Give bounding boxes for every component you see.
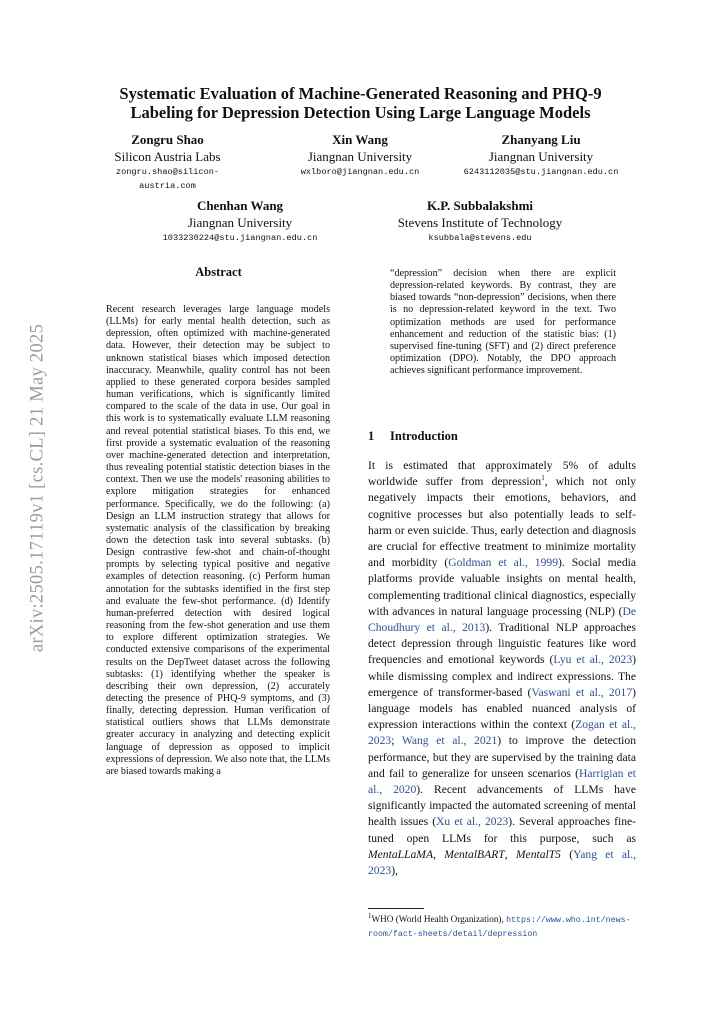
model-name: MentalBART [444, 847, 505, 861]
citation-link[interactable]: Wang et al., 2021 [401, 734, 498, 748]
author-affiliation: Jiangnan University [187, 215, 293, 230]
citation-link[interactable]: Zogan et al., 2023 [368, 718, 636, 748]
abstract-heading: Abstract [195, 265, 242, 279]
footnote-url[interactable]: https://www.who.int/news-room/fact-sheets/detail/depression [368, 916, 631, 939]
intro-text: ). Traditional NLP approaches detect depression through linguistic features like word frequencies and emotional keywords ( [368, 621, 636, 667]
section-heading [368, 429, 458, 444]
footnote-text: WHO (World Health Organization), [371, 914, 507, 924]
intro-text: ( [560, 847, 574, 861]
author-block [95, 131, 240, 193]
author-block [370, 197, 590, 245]
arxiv-id: arXiv:2505.17119v1 [cs.CL] 21 May 2025 [27, 323, 48, 653]
arxiv-watermark [18, 298, 58, 678]
author-name: Chenhan Wang [196, 198, 284, 213]
author-block [290, 131, 430, 179]
author-email[interactable]: ksubbala@stevens.edu [428, 233, 532, 243]
citation-link[interactable]: Goldman et al., 1999 [448, 556, 558, 570]
author-email[interactable]: 1033230224@stu.jiangnan.edu.cn [162, 233, 318, 243]
citation-link[interactable]: Lyu et al., 2023 [553, 653, 633, 667]
intro-text: It is estimated that approximately 5% of adults worldwide suffer from depression [368, 459, 636, 489]
footnote-divider [368, 908, 424, 909]
footnote-ref[interactable]: 1 [541, 474, 545, 483]
author-email[interactable]: wxlboro@jiangnan.edu.cn [300, 167, 420, 177]
author-block [456, 131, 626, 179]
author-email[interactable]: zongru.shao@silicon-austria.com [115, 167, 220, 191]
author-block [150, 197, 330, 245]
intro-text: ). Recent advancements of LLMs have significantly impacted the automated screening of mental health issues ( [368, 783, 637, 829]
intro-text: ) while dismissing complex and indirect expressions. The emergence of transformer-based ( [368, 653, 636, 699]
abstract-text-continued: “depression” decision when there are explicit depression-related keywords. By contrast, they are biased towards “non-depression” decisions, when there is no depression-related keyword in the text. Two optimization methods are used for performance enhancement and reduction of the statistic bias: (1) supervised fine-tuning (SFT) and (2) direct preference optimization (DPO). Notably, the DPO approach achieves significant performance improvement. [390, 268, 616, 377]
citation-link[interactable]: Vaswani et al., 2017 [531, 685, 633, 699]
citation-link[interactable]: Harrigian et al., 2020 [368, 766, 636, 797]
intro-text: , [433, 847, 445, 861]
intro-text: ) language models has enabled nuanced analysis of expression interactions within the context ( [368, 685, 636, 732]
author-affiliation: Jiangnan University [307, 149, 413, 164]
intro-text: , which not only negatively impacts their emotions, behaviors, and cognitive processes but also potentially leads to self-harm or even suicide. Thus, early detection and diagnosis are crucial for effective treatment to minimize mortality and morbidity ( [368, 475, 636, 570]
citation-link[interactable]: Yang et al., 2023 [368, 847, 637, 878]
intro-text: , [504, 847, 516, 861]
section-number: 1 [368, 429, 375, 443]
author-affiliation: Stevens Institute of Technology [397, 215, 563, 230]
model-name: MentalT5 [515, 847, 561, 861]
paper-title: Systematic Evaluation of Machine-Generated Reasoning and PHQ-9 Labeling for Depression Detection Using Large Language Models [119, 84, 602, 122]
model-name: MentaLLaMA [368, 847, 434, 861]
footnote [368, 913, 638, 941]
footnote-mark: 1 [368, 911, 372, 920]
citation-link[interactable]: De Choudhury et al., 2013 [368, 604, 636, 635]
author-affiliation: Jiangnan University [488, 149, 594, 164]
introduction-paragraph [368, 458, 636, 879]
author-email[interactable]: 6243112035@stu.jiangnan.edu.cn [463, 167, 619, 177]
author-name: Zhanyang Liu [501, 132, 581, 147]
author-name: Zongru Shao [131, 132, 204, 147]
author-affiliation: Silicon Austria Labs [114, 149, 221, 164]
citation-link[interactable]: Xu et al., 2023 [436, 815, 509, 829]
abstract-text: Recent research leverages large language models (LLMs) for early mental health detection, such as depression, often optimized with machine-generated data. However, their detection may be subject to unknown statistical biases which imposed detection inaccuracy. Meanwhile, quality control has not been applied to these generated corpora besides sampled human verifications, which is significantly limited compared to the scale of the data in use. Our goal in this work is to systematically evaluate LLM reasoning and reveal potential statistical biases. To this end, we first provide a systematic evaluation of the reasoning over machine-generated detection and interpretation, thus revealing potential statistic detection biases in the context. Then we use the models' reasoning abilities to explore mitigation strategies for enhanced performance. Specifically, we do the following: (a) Design an LLM instruction strategy that allows for systematic analysis of the classification by breaking down the detection task into several subtasks. (b) Design contrastive few-shot and chain-of-thought prompts by selecting typical positive and negative examples of detection reasoning. (c) Perform human annotation for the subtasks identified in the first step and evaluate the few-shot performance. (d) Identify human-preferred detection with desired logical reasoning from the few-shot generation and use them to explore different optimization strategies. We conducted extensive comparisons of the experimental results on the DepTweet dataset across the following subtasks: (1) identifying whether the speaker is describing their own depression, (2) accurately detecting the presence of PHQ-9 symptoms, and (3) finally, detecting depression. Human verification of statistical outliers shows that LLMs demonstrate greater accuracy in analyzing and detecting explicit language of depression as opposed to implicit expressions of depression. We also note that, the LLMs are biased towards making a [106, 304, 330, 777]
intro-text: ), [391, 864, 398, 878]
intro-text: ). Several approaches fine-tuned open LLMs for this purpose, such as [368, 815, 637, 845]
section-title: Introduction [390, 429, 458, 443]
author-name: K.P. Subbalakshmi [426, 198, 534, 213]
intro-text: ) to improve the detection performance, but they are supervised by the training data and fail to generalize for unseen scenarios ( [368, 734, 636, 780]
author-name: Xin Wang [332, 132, 388, 147]
intro-text: ). Social media platforms provide valuable insights on mental health, complementing traditional clinical diagnostics, especially with advances in natural language processing (NLP) ( [368, 556, 636, 618]
intro-text: ; [391, 734, 402, 748]
